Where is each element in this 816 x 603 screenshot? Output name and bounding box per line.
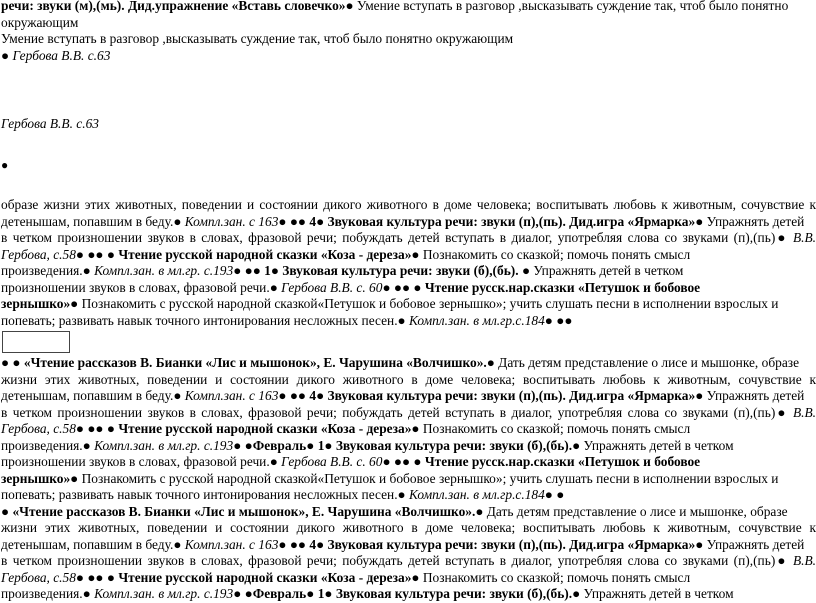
italic-text: Компл.зан. с 163: [184, 388, 279, 403]
italic-text: Гербова, с.58: [1, 421, 76, 436]
bold-text: зернышко»●: [1, 296, 82, 311]
bold-text: 4● Звуковая культура речи: звуки (п),(пь). Дид.игра «Ярмарка»●: [309, 388, 707, 403]
body-text: произношении звуков в словах, фразовой речи.●: [1, 279, 282, 295]
bold-text: Февраль● 1● Звуковая культура речи: звуки (б),(бь).: [252, 586, 573, 601]
italic-text: Гербова В.В. с. 60: [281, 454, 383, 469]
bold-text: зернышко»●: [1, 470, 82, 486]
text-line: [0, 388, 816, 405]
body-text: Познакомить со сказкой; помочь понять смысл: [422, 569, 691, 585]
text-line: [0, 15, 816, 32]
body-text: детенышам, попавшим в беду.●: [1, 388, 185, 403]
text-line: [0, 116, 816, 133]
text-line: [0, 296, 816, 313]
body-text: Умение вступать в разговор ,высказывать суждение так, чтоб было понятно: [356, 0, 789, 13]
bold-text: Чтение русской народной сказки «Коза - дереза»●: [118, 421, 423, 436]
bold-text: Чтение русск.нар.сказки «Петушок и бобовое: [424, 454, 701, 469]
text-line: [0, 570, 816, 587]
body-text: жизни этих животных, поведении и состоянии дикого животного в доме человека; воспитывать любовь к животным, сочувствие к: [1, 371, 816, 387]
body-text: ● Упражнять детей в четком: [572, 586, 734, 601]
blank-gap: [0, 64, 816, 90]
italic-text: В.В.: [792, 230, 816, 245]
text-line: [0, 355, 816, 372]
text-line: [0, 487, 816, 504]
body-text: ● ●● ●: [75, 421, 119, 436]
text-line: [0, 520, 816, 537]
body-text: Упражнять детей: [706, 536, 805, 552]
body-text: ● ●●: [233, 263, 265, 278]
body-text: ● ●● ●: [75, 246, 119, 262]
italic-text: Гербова В.В. с. 60: [281, 279, 383, 295]
body-text: в четком произношении звуков в словах, фразовой речи; побуждать детей вступать в диалог, употребляя слова со звуками (п),(пь)●: [1, 230, 793, 245]
body-text: ● ●●: [278, 388, 310, 403]
italic-text: Компл.зан. в мл.гр.с.184: [409, 487, 545, 502]
text-line: [0, 313, 816, 330]
body-text: в четком произношении звуков в словах, фразовой речи; побуждать детей вступать в диалог, употребляя слова со звуками (п),(пь)●: [1, 404, 793, 420]
body-text: детенышам, попавшим в беду.●: [1, 213, 185, 229]
body-text: в четком произношении звуков в словах, фразовой речи; побуждать детей вступать в диалог, употребляя слова со звуками (п),(пь)●: [1, 553, 793, 568]
italic-text: Компл.зан. с 163: [184, 536, 279, 552]
body-text: ● ●●: [544, 312, 573, 328]
blank-gap: [0, 90, 816, 116]
text-line: [0, 454, 816, 471]
text-line: [0, 48, 816, 65]
empty-box-row: [0, 329, 816, 355]
italic-text: В.В.: [792, 404, 816, 420]
body-text: детенышам, попавшим в беду.●: [1, 536, 185, 552]
bold-text: Чтение русск.нар.сказки «Петушок и бобовое: [424, 279, 701, 295]
blank-gap: [0, 133, 816, 157]
body-text: ● ●: [1, 355, 24, 370]
body-text: ● ●● ●: [75, 569, 119, 585]
body-text: попевать; развивать навык точного интонирования несложных песен.●: [1, 487, 409, 502]
bold-text: Чтение русской народной сказки «Коза - дереза»●: [118, 569, 423, 585]
bold-text: «Чтение рассказов В. Бианки «Лис и мышонок», Е. Чарушина «Волчишко».: [12, 503, 476, 519]
body-text: произношении звуков в словах, фразовой речи.●: [1, 454, 282, 469]
text-line: [0, 230, 816, 247]
text-line: [0, 0, 816, 15]
body-text: ● ●: [233, 437, 253, 453]
bold-text: Чтение русской народной сказки «Коза - дереза»●: [118, 246, 423, 262]
italic-text: Компл.зан. в мл.гр. с.193: [94, 263, 234, 278]
body-text: жизни этих животных, поведении и состоянии дикого животного в доме человека; воспитывать любовь к животным, сочувствие к: [1, 520, 816, 535]
body-text: ● Дать детям представление о лисе и мышонке, образе: [475, 503, 788, 519]
italic-text: Гербова, с.58: [1, 569, 76, 585]
text-line: [0, 372, 816, 389]
body-text: произведения.●: [1, 263, 95, 278]
bold-text: 4● Звуковая культура речи: звуки (п),(пь). Дид.игра «Ярмарка»●: [309, 536, 707, 552]
body-text: Упражнять детей: [706, 213, 805, 229]
body-text: ● ●: [233, 586, 253, 601]
body-text: ● Упражнять детей в четком: [521, 263, 684, 278]
italic-text: В.В.: [792, 553, 816, 568]
bold-text: 1● Звуковая культура речи: звуки (б),(бь).: [264, 263, 522, 278]
empty-frame: [2, 331, 70, 353]
body-text: попевать; развивать навык точного интонирования несложных песен.●: [1, 312, 409, 328]
italic-text: Компл.зан. в мл.гр.с.184: [409, 312, 545, 328]
text-line: [0, 263, 816, 280]
text-line: [0, 537, 816, 554]
blank-gap: [0, 173, 816, 197]
text-line: [0, 197, 816, 214]
body-text: ●: [1, 503, 13, 519]
body-text: ●: [1, 47, 13, 63]
body-text: образе жизни этих животных, поведении и состоянии дикого животного в доме человека; воспитывать любовь к животным, сочувствие к: [1, 197, 816, 212]
text-line: [0, 438, 816, 455]
body-text: произведения.●: [1, 586, 95, 601]
bold-text: Февраль● 1● Звуковая культура речи: звуки (б),(бь).: [252, 437, 573, 453]
body-text: Познакомить со сказкой; помочь понять смысл: [422, 421, 691, 436]
text-line: [0, 553, 816, 570]
italic-text: Компл.зан. в мл.гр. с.193: [94, 437, 234, 453]
text-line: [0, 157, 816, 174]
body-text: ● Упражнять детей в четком: [572, 437, 734, 453]
body-text: Упражнять детей: [706, 388, 805, 403]
body-text: ● ●●: [278, 213, 310, 229]
body-text: ● ●● ●: [382, 279, 425, 295]
body-text: ●: [1, 157, 9, 172]
text-line: [0, 247, 816, 264]
italic-text: Гербова, с.58: [1, 246, 76, 262]
body-text: ● ●: [544, 487, 565, 502]
bold-text: «Чтение рассказов В. Бианки «Лис и мышонок», Е. Чарушина «Волчишко».: [23, 355, 487, 370]
body-text: Познакомить с русской народной сказкой«Петушок и бобовое зернышко»; учить слушать песни в исполнении взрослых и: [81, 470, 779, 486]
body-text: ● ●●: [278, 536, 310, 552]
text-line: [0, 586, 816, 603]
body-text: Познакомить со сказкой; помочь понять смысл: [422, 246, 691, 262]
text-line: [0, 504, 816, 521]
bold-text: 4● Звуковая культура речи: звуки (п),(пь). Дид.игра «Ярмарка»●: [309, 213, 707, 229]
body-text: Познакомить с русской народной сказкой«Петушок и бобовое зернышко»; учить слушать песни в исполнении взрослых и: [81, 296, 779, 311]
italic-text: Гербова В.В. с.63: [12, 47, 111, 63]
text-line: [0, 421, 816, 438]
text-line: [0, 405, 816, 422]
body-text: окружающим: [1, 14, 79, 30]
text-line: [0, 31, 816, 48]
body-text: ● ●● ●: [382, 454, 425, 469]
text-line: [0, 280, 816, 297]
text-line: [0, 471, 816, 488]
body-text: ● Дать детям представление о лисе и мышонке, образе: [486, 355, 800, 370]
italic-text: Гербова В.В. с.63: [1, 116, 99, 131]
text-line: [0, 214, 816, 231]
italic-text: Компл.зан. в мл.гр. с.193: [94, 586, 234, 601]
italic-text: Компл.зан. с 163: [184, 213, 279, 229]
body-text: Умение вступать в разговор ,высказывать суждение так, чтоб было понятно окружающим: [1, 31, 514, 46]
bold-text: речи: звуки (м),(мь). Дид.упражнение «Вставь словечко»●: [1, 0, 357, 13]
body-text: произведения.●: [1, 437, 95, 453]
